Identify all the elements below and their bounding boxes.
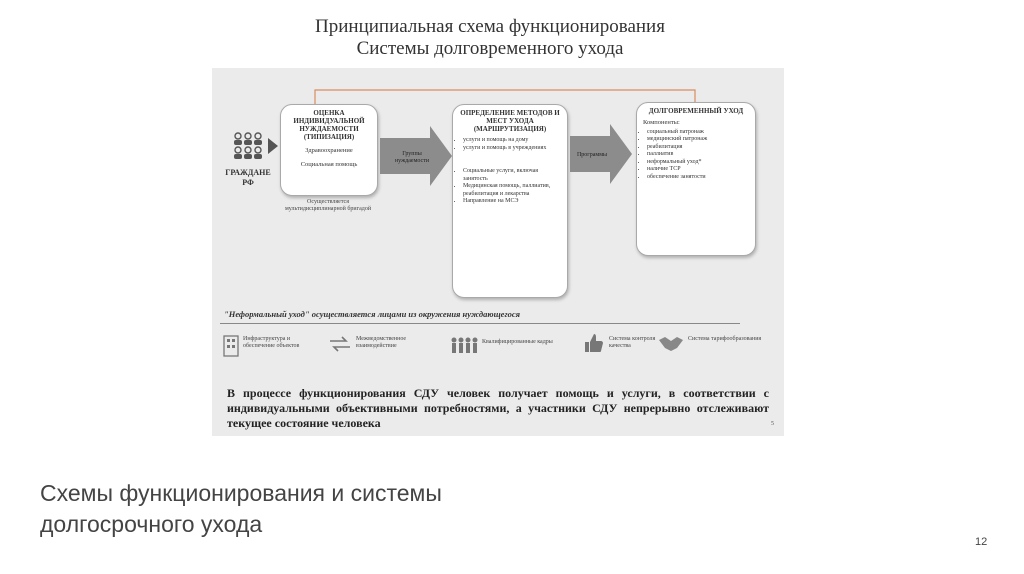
footer-item-tariff-system: Система тарифообразования [688,336,762,342]
box2-list-b [453,168,563,206]
slide-title-line2: Системы долговременного ухода [356,38,624,59]
box2-item-home: • услуги и помощь на дому [463,137,563,145]
box1-item-social-help: Социальная помощь [300,160,358,168]
box2-list-a [453,137,563,152]
footer-item-infrastructure: Инфраструктура и обеспечение объектов [243,336,300,349]
box3-item: • обеспечение занятости [647,174,755,182]
handshake-icon [658,334,684,352]
thumbs-up-icon [582,332,604,354]
box3-item: • паллиатив [647,151,755,159]
box2-item-institutions: • услуги и помощь в учреждениях [463,145,563,153]
interaction-icon [328,336,352,352]
box2-item-mse-referral: • Направление на МСЭ [463,198,563,206]
box3-components-list [637,129,755,182]
arrow-2-label: Программы [576,152,608,158]
slide-caption [40,478,442,540]
box3-item: • реабилитация [647,144,755,152]
staff-icon [450,337,478,355]
box-long-term-care [636,102,756,256]
box3-title: ДОЛГОВРЕМЕННЫЙ УХОД [648,107,744,115]
box3-item: • неформальный уход* [647,159,755,167]
infrastructure-icon [222,333,240,357]
panel-page-mark: 5 [771,421,774,427]
informal-care-note: "Неформальный уход" осуществляется лицами из окружения нуждающегося [224,309,520,319]
arrow-1-label: Группы нуждаемости [394,151,430,164]
box1-note: Осуществляется мультидисциплинарной бригадой [284,199,372,212]
box2-item-social-services: • Социальные услуги, включая занятость [463,168,563,183]
process-description: В процессе функционирования СДУ человек получает помощь и услуги, в соответствии с индивидуальными объективными потребностями, а участники СДУ непрерывно отслеживают текущее состояние человека [227,386,769,430]
footer-item-staff: Квалифицированные кадры [482,339,553,345]
citizens-label: ГРАЖДАНЕ РФ [225,168,271,187]
box2-title: ОПРЕДЕЛЕНИЕ МЕТОДОВ И МЕСТ УХОДА (МАРШРУТИЗАЦИЯ) [460,109,560,133]
box3-item: • социальный патронаж [647,129,755,137]
slide-caption-line1: Схемы функционирования и системы [40,480,442,506]
footer-item-quality-control: Система контроля качества [609,336,656,349]
citizens-arrow-icon [268,138,278,154]
citizens-icon [230,130,266,164]
slide-title-line1: Принципиальная схема функционирования [315,16,665,37]
slide-title [230,16,750,60]
box3-item: • наличие ТСР [647,166,755,174]
box1-item-healthcare: Здравоохранение [305,147,353,154]
page-number: 12 [975,536,988,548]
box3-item: • медицинский патронаж [647,136,755,144]
slide-caption-line2: долгосрочного ухода [40,511,263,537]
footer-item-interaction: Межведомственное взаимодействие [356,336,407,349]
box2-item-medical-help: • Медицинская помощь, паллиатив, реабилитация и лекарства [463,183,563,198]
box1-title: ОЦЕНКА ИНДИВИДУАЛЬНОЙ НУЖДАЕМОСТИ (ТИПИЗАЦИЯ) [293,109,365,141]
box3-subtitle: Компоненты: [643,119,680,126]
divider [220,323,740,324]
box-individual-needs-assessment [280,104,378,196]
box-care-routing [452,104,568,298]
